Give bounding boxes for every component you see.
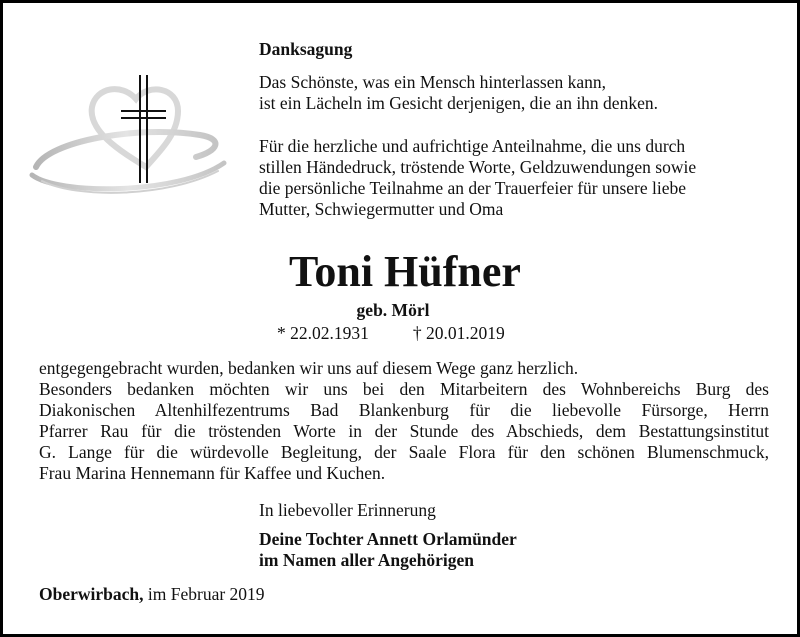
thanks-line: die persönliche Teilnahme an der Trauerfeier für unsere liebe	[259, 178, 687, 198]
quote	[259, 72, 779, 114]
maiden-name-text: geb. Mörl	[356, 300, 430, 320]
body-line: Frau Marina Hennemann für Kaffee und Kuchen.	[39, 463, 386, 483]
quote-line: Das Schönste, was ein Mensch hinterlassen kann,	[259, 72, 607, 92]
thanks-paragraph	[259, 136, 779, 220]
date: im Februar 2019	[147, 584, 265, 604]
body-line: Pfarrer Rau für die tröstenden Worte in der Stunde des Abschieds, dem Bestattungsinstitut	[39, 421, 769, 441]
heading: Danksagung	[259, 39, 353, 59]
body-line: G. Lange für die würdevolle Begleitung, der Saale Flora für den schönen Blumenschmuck,	[39, 442, 769, 462]
upper-text	[259, 39, 779, 220]
thanks-line: Mutter, Schwiegermutter und Oma	[259, 199, 504, 219]
quote-line: ist ein Lächeln im Gesicht derjenigen, die an ihn denken.	[259, 93, 658, 113]
deceased-name	[3, 247, 800, 297]
death-date: † 20.01.2019	[412, 323, 505, 343]
closing-intro: In liebevoller Erinnerung	[259, 500, 436, 520]
body-line: entgegengebracht wurden, bedanken wir uns auf diesem Wege ganz herzlich.	[39, 358, 579, 378]
thanks-line: stillen Händedruck, tröstende Worte, Geldzuwendungen sowie	[259, 157, 697, 177]
life-dates	[277, 323, 505, 344]
deceased-name-text: Toni Hüfner	[289, 247, 521, 296]
birth-date: * 22.02.1931	[277, 323, 369, 343]
place-date	[39, 584, 265, 605]
closing	[259, 500, 517, 571]
body-line: Diakonischen Altenhilfezentrums Bad Blankenburg für die liebevolle Fürsorge, Herrn	[39, 400, 769, 420]
heart-cross-icon	[28, 71, 228, 201]
body-paragraph	[39, 358, 769, 484]
signer-line: im Namen aller Angehörigen	[259, 550, 475, 570]
place: Oberwirbach,	[39, 584, 144, 604]
thanks-line: Für die herzliche und aufrichtige Anteilnahme, die uns durch	[259, 136, 686, 156]
maiden-name	[3, 300, 800, 321]
signer-line: Deine Tochter Annett Orlamünder	[259, 529, 517, 549]
body-line: Besonders bedanken möchten wir uns bei den Mitarbeitern des Wohnbereichs Burg des	[39, 379, 769, 399]
